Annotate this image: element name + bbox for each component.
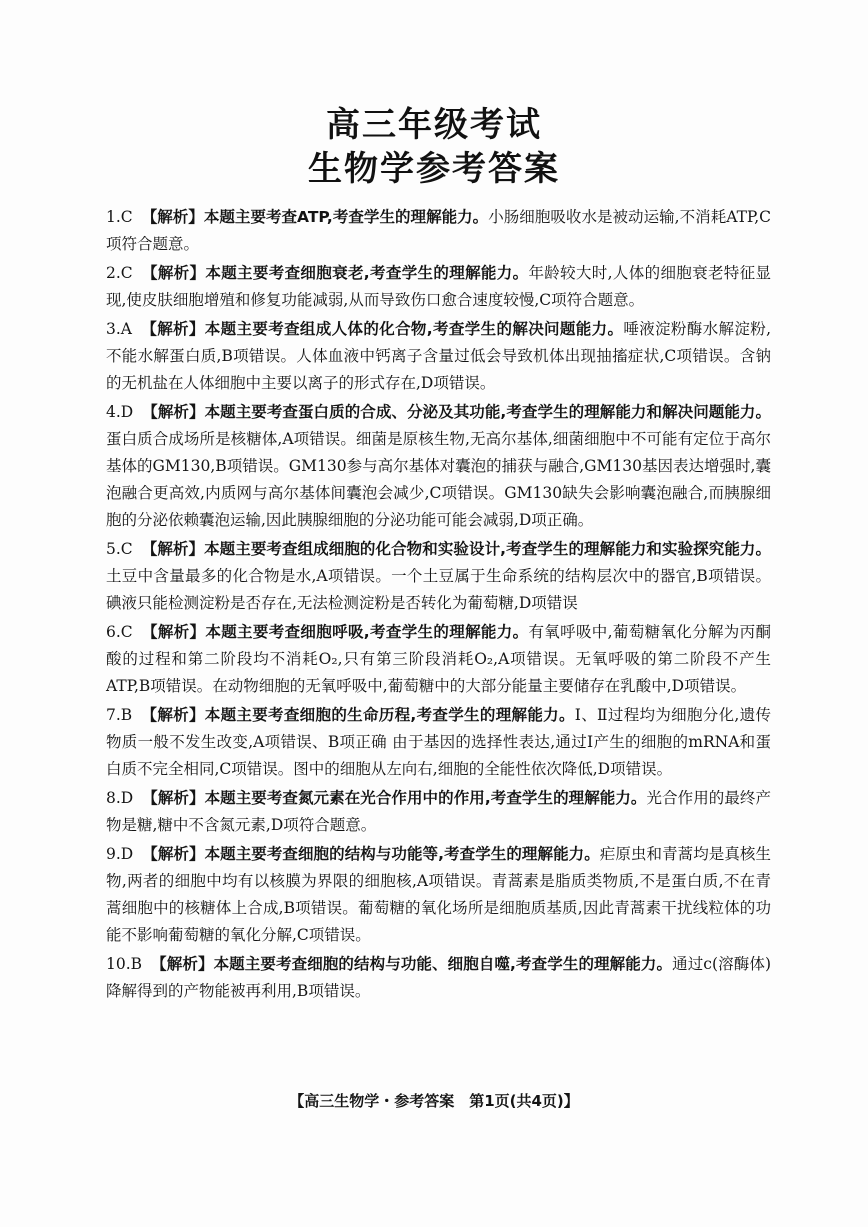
answer-number: 1.C [106,208,133,226]
answer-explanation-key: 【解析】本题主要考查细胞衰老,考查学生的理解能力。 [141,264,529,282]
answer-item-1 [106,204,771,258]
answer-item-7 [106,702,771,783]
answer-item-6 [106,619,771,700]
answer-explanation-key: 【解析】本题主要考查ATP,考查学生的理解能力。 [141,208,489,226]
answer-explanation-key: 【解析】本题主要考查细胞的生命历程,考查学生的理解能力。 [141,706,575,724]
answer-number: 4.D [106,403,134,421]
answer-explanation-key: 【解析】本题主要考查组成细胞的化合物和实验设计,考查学生的理解能力和实验探究能力。 [141,540,771,558]
answer-item-2 [106,260,771,314]
page-footer: 【高三生物学・参考答案 第1页(共4页)】 [289,1092,579,1110]
answer-number: 2.C [106,264,133,282]
answer-number: 6.C [106,623,133,641]
answer-number: 9.D [106,845,134,863]
page-subtitle: 生物学参考答案 [308,149,560,189]
answer-explanation-text: 有氧呼吸中,葡萄糖氧化分解为丙酮酸的过程和第二阶段均不消耗O₂,只有第三阶段消耗O₂,A项错误。无氧呼吸的第二阶段不产生ATP,B项错误。在动物细胞的无氧呼吸中,葡萄糖中的大部分能量主要储存在乳酸中,D项错误。 [106,623,771,695]
page-title: 高三年级考试 [326,105,542,145]
answer-explanation-text: 土豆中含量最多的化合物是水,A项错误。一个土豆属于生命系统的结构层次中的器官,B项错误。碘液只能检测淀粉是否存在,无法检测淀粉是否转化为葡萄糖,D项错误 [106,567,771,612]
answer-explanation-text: 蛋白质合成场所是核糖体,A项错误。细菌是原核生物,无高尔基体,细菌细胞中不可能有定位于高尔基体的GM130,B项错误。GM130参与高尔基体对囊泡的捕获与融合,GM130基因表达增强时,囊泡融合更高效,内质网与高尔基体间囊泡会减少,C项错误。GM130缺失会影响囊泡融合,而胰腺细胞的分泌依赖囊泡运输,因此胰腺细胞的分泌功能可能会减弱,D项正确。 [106,430,771,529]
answer-explanation-key: 【解析】本题主要考查氮元素在光合作用中的作用,考查学生的理解能力。 [142,789,647,807]
answer-explanation-text: 通过c(溶酶体)降解得到的产物能被再利用,B项错误。 [106,955,771,1000]
answer-explanation-key: 【解析】本题主要考查细胞呼吸,考查学生的理解能力。 [141,623,529,641]
answer-explanation-key: 【解析】本题主要考查细胞的结构与功能、细胞自噬,考查学生的理解能力。 [151,955,673,973]
answer-explanation-text: Ⅰ、Ⅱ过程均为细胞分化,遗传物质一般不发生改变,A项错误、B项正确 由于基因的选择性表达,通过Ⅰ产生的细胞的mRNA和蛋白质不完全相同,C项错误。图中的细胞从左向右,细胞的全能性依次降低,D项错误。 [106,706,771,778]
answer-number: 10.B [106,955,143,973]
answer-explanation-text: 光合作用的最终产物是糖,糖中不含氮元素,D项符合题意。 [106,789,771,834]
answer-number: 8.D [106,789,134,807]
answer-explanation-key: 【解析】本题主要考查组成人体的化合物,考查学生的解决问题能力。 [140,320,624,338]
answer-item-8 [106,785,771,839]
answer-number: 7.B [106,706,133,724]
answer-item-4 [106,399,771,534]
answer-explanation-key: 【解析】本题主要考查细胞的结构与功能等,考查学生的理解能力。 [142,845,600,863]
answer-item-3 [106,316,771,397]
answer-explanation-key: 【解析】本题主要考查蛋白质的合成、分泌及其功能,考查学生的理解能力和解决问题能力。 [142,403,771,421]
answer-number: 5.C [106,540,133,558]
answer-item-5 [106,536,771,617]
answer-explanation-text: 年龄较大时,人体的细胞衰老特征显现,使皮肤细胞增殖和修复功能减弱,从而导致伤口愈合速度较慢,C项符合题意。 [106,264,771,309]
answer-explanation-text: 小肠细胞吸收水是被动运输,不消耗ATP,C项符合题意。 [106,208,772,253]
answer-explanation-text: 唾液淀粉酶水解淀粉,不能水解蛋白质,B项错误。人体血液中钙离子含量过低会导致机体出现抽搐症状,C项错误。含钠的无机盐在人体细胞中主要以离子的形式存在,D项错误。 [106,320,771,392]
answer-list [106,204,771,1007]
answer-item-9 [106,841,771,949]
answer-explanation-text: 疟原虫和青蒿均是真核生物,两者的细胞中均有以核膜为界限的细胞核,A项错误。青蒿素是脂质类物质,不是蛋白质,不在青蒿细胞中的核糖体上合成,B项错误。葡萄糖的氧化场所是细胞质基质,因此青蒿素干扰线粒体的功能不影响葡萄糖的氧化分解,C项错误。 [106,845,771,944]
answer-number: 3.A [106,320,132,338]
answer-item-10 [106,951,771,1005]
